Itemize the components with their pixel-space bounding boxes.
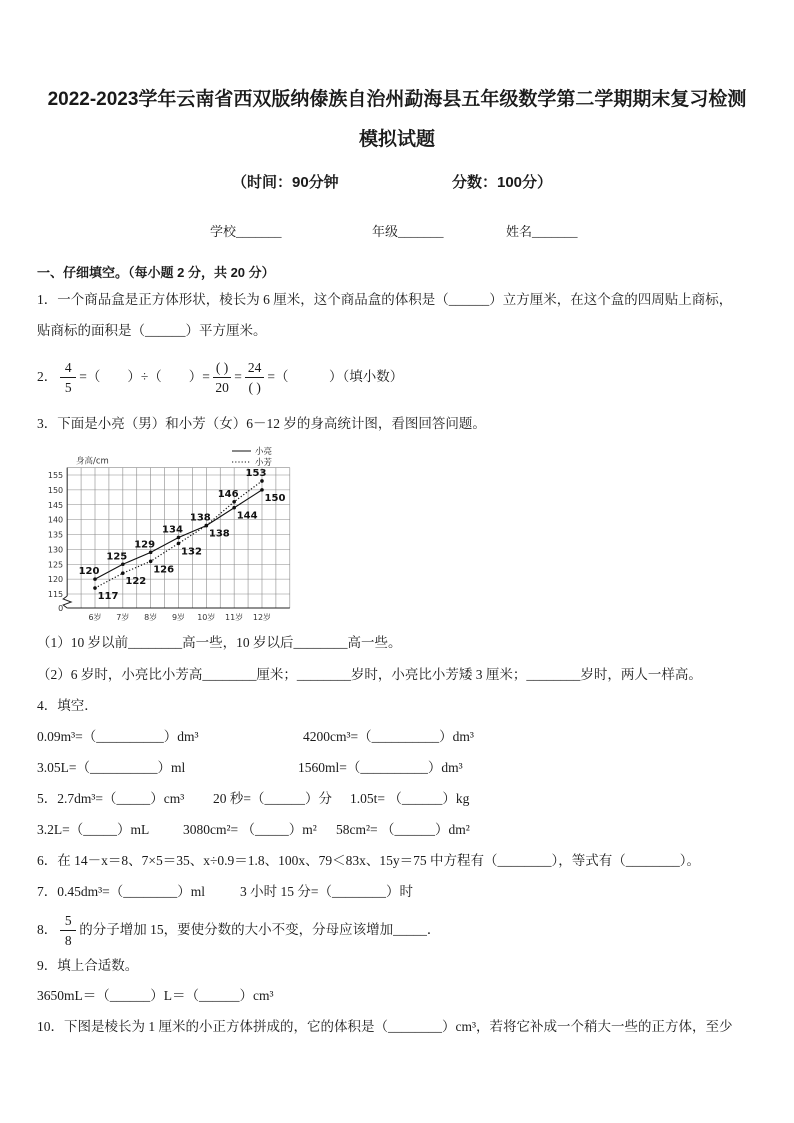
question-2-decimal-blank: =（ ）（填小数） xyxy=(267,369,404,384)
x-tick-label: 6岁 xyxy=(88,613,102,622)
grade-field: 年级_______ xyxy=(372,224,444,239)
question-5-item: 3.2L=（_____）mL xyxy=(37,822,150,837)
xiaofang-data-label: 138 xyxy=(208,528,230,540)
xiaofang-data-label: 153 xyxy=(245,467,267,479)
xiaofang-point xyxy=(232,500,236,504)
y-tick-label: 115 xyxy=(47,590,64,599)
fraction-denominator: ( ) xyxy=(248,379,261,395)
xiaofang-data-label: 126 xyxy=(153,564,175,576)
question-8-text: 的分子增加 15，要使分数的大小不变，分母应该增加_____． xyxy=(79,922,441,937)
fraction-five-eighths xyxy=(60,911,76,950)
question-2-division-blanks: =（ ）÷（ ）= xyxy=(79,369,210,384)
fraction-numerator: 24 xyxy=(245,358,265,378)
question-7-item: 7．0.45dm³=（________）ml xyxy=(37,884,206,899)
question-5-item: 20 秒=（______）分 xyxy=(213,791,332,806)
xiaoliang-data-label: 150 xyxy=(264,492,286,504)
question-4-item: 4200cm³=（__________）dm³ xyxy=(303,729,474,744)
question-5-item: 5．2.7dm³=（_____）cm³ xyxy=(37,791,185,806)
equals-sign: = xyxy=(234,369,242,384)
question-10: 10．下图是棱长为 1 厘米的小正方体拼成的，它的体积是（________）cm³，若将它补成一个稍大一些的正方体，至少 xyxy=(37,1019,733,1034)
xiaofang-point xyxy=(177,542,181,546)
xiaofang-data-label: 122 xyxy=(125,576,147,588)
question-3-sub-2: （2）6 岁时，小亮比小芳高________厘米；________岁时，小亮比小芳矮 3 厘米；________岁时，两人一样高。 xyxy=(37,667,702,682)
xiaoliang-data-label: 125 xyxy=(106,551,128,563)
fraction-numerator: 4 xyxy=(60,358,76,378)
legend-xiaoliang-label: 小亮 xyxy=(255,447,273,457)
exam-time: （时间：90分钟 xyxy=(232,174,339,191)
height-chart-svg xyxy=(40,442,300,624)
fraction-blank-over-20 xyxy=(213,358,231,397)
xiaoliang-point xyxy=(260,488,264,492)
question-4-item: 3.05L=（__________）ml xyxy=(37,760,186,775)
fraction-numerator: ( ) xyxy=(213,358,231,378)
fraction-denominator: 20 xyxy=(215,379,229,395)
xiaoliang-data-label: 144 xyxy=(236,510,258,522)
question-2 xyxy=(37,355,403,399)
y-axis-label: 身高/cm xyxy=(76,456,109,467)
xiaofang-data-label: 146 xyxy=(217,488,239,500)
xiaofang-point xyxy=(205,524,209,528)
exam-score: 分数：100分） xyxy=(452,174,553,191)
question-6: 6．在 14－x＝8、7×5＝35、x÷0.9＝1.8、100x、79＜83x、15y＝75 中方程有（________），等式有（________）。 xyxy=(37,853,701,868)
axis-break xyxy=(63,596,71,608)
fraction-four-fifths xyxy=(60,358,76,397)
question-9-line: 3650mL＝（______）L＝（______）cm³ xyxy=(37,988,274,1003)
question-5-item: 1.05t= （______）kg xyxy=(350,791,470,806)
xiaoliang-point xyxy=(232,506,236,510)
fraction-24-over-blank xyxy=(245,358,265,397)
question-3-stem: 3．下面是小亮（男）和小芳（女）6－12 岁的身高统计图，看图回答问题。 xyxy=(37,416,486,431)
exam-title-line-1: 2022-2023学年云南省西双版纳傣族自治州勐海县五年级数学第二学期期末复习检测 xyxy=(47,89,747,110)
x-tick-label: 10岁 xyxy=(197,613,216,622)
y-tick-label: 155 xyxy=(47,471,64,480)
question-8-number: 8． xyxy=(37,922,58,937)
legend-xiaofang-label: 小芳 xyxy=(255,458,273,468)
xiaoliang-point xyxy=(177,536,181,540)
question-5-item: 3080cm²= （_____）m² xyxy=(183,822,317,837)
y-tick-label: 145 xyxy=(47,500,64,510)
xiaofang-point xyxy=(93,586,97,590)
xiaofang-point xyxy=(260,479,264,483)
name-field: 姓名_______ xyxy=(506,224,578,239)
question-5-item: 58cm²= （______）dm² xyxy=(336,822,470,837)
y-tick-label: 150 xyxy=(47,485,64,495)
question-3-sub-1: （1）10 岁以前________高一些，10 岁以后________高一些。 xyxy=(37,635,402,650)
y-tick-label: 130 xyxy=(47,545,64,555)
y-tick-label: 135 xyxy=(47,530,64,540)
xiaoliang-point xyxy=(93,577,97,581)
question-4-item: 1560ml=（__________）dm³ xyxy=(298,760,463,775)
xiaoliang-data-label: 120 xyxy=(78,566,100,578)
y-tick-label: 125 xyxy=(47,560,64,570)
xiaoliang-data-label: 138 xyxy=(189,512,211,524)
xiaoliang-point xyxy=(149,551,153,555)
x-tick-label: 7岁 xyxy=(116,613,130,622)
xiaofang-point xyxy=(149,559,153,563)
x-tick-label: 12岁 xyxy=(252,613,272,622)
x-tick-label: 11岁 xyxy=(225,613,244,622)
xiaofang-point xyxy=(121,571,125,575)
question-8 xyxy=(37,908,440,952)
xiaoliang-data-label: 129 xyxy=(134,539,156,551)
question-4-stem: 4．填空． xyxy=(37,698,98,713)
question-1-line-1: 1．一个商品盒是正方体形状，棱长为 6 厘米，这个商品盒的体积是（______）立方厘米，在这个盒的四周贴上商标， xyxy=(37,292,733,307)
xiaofang-data-label: 117 xyxy=(97,591,119,603)
y-tick-label: 120 xyxy=(47,575,64,585)
school-field: 学校_______ xyxy=(210,224,282,239)
question-9-stem: 9．填上合适数。 xyxy=(37,958,139,973)
section-heading: 一、仔细填空。（每小题 2 分，共 20 分） xyxy=(37,265,275,280)
y-tick-label: 140 xyxy=(47,515,64,525)
fraction-denominator: 5 xyxy=(64,379,72,395)
xiaofang-data-label: 132 xyxy=(181,546,202,558)
question-2-number: 2． xyxy=(37,369,58,384)
height-line-chart xyxy=(40,442,300,624)
xiaoliang-point xyxy=(121,562,125,566)
question-7-item: 3 小时 15 分=（________）时 xyxy=(240,884,413,899)
y-tick-label: 0 xyxy=(58,604,64,613)
question-1-line-2: 贴商标的面积是（______）平方厘米。 xyxy=(37,323,267,338)
fraction-numerator: 5 xyxy=(60,911,76,931)
question-4-item: 0.09m³=（__________）dm³ xyxy=(37,729,199,744)
exam-title-line-2: 模拟试题 xyxy=(358,129,435,150)
fraction-denominator: 8 xyxy=(64,932,72,948)
x-tick-label: 8岁 xyxy=(144,613,158,622)
x-tick-label: 9岁 xyxy=(171,613,186,622)
xiaoliang-data-label: 134 xyxy=(162,524,183,536)
